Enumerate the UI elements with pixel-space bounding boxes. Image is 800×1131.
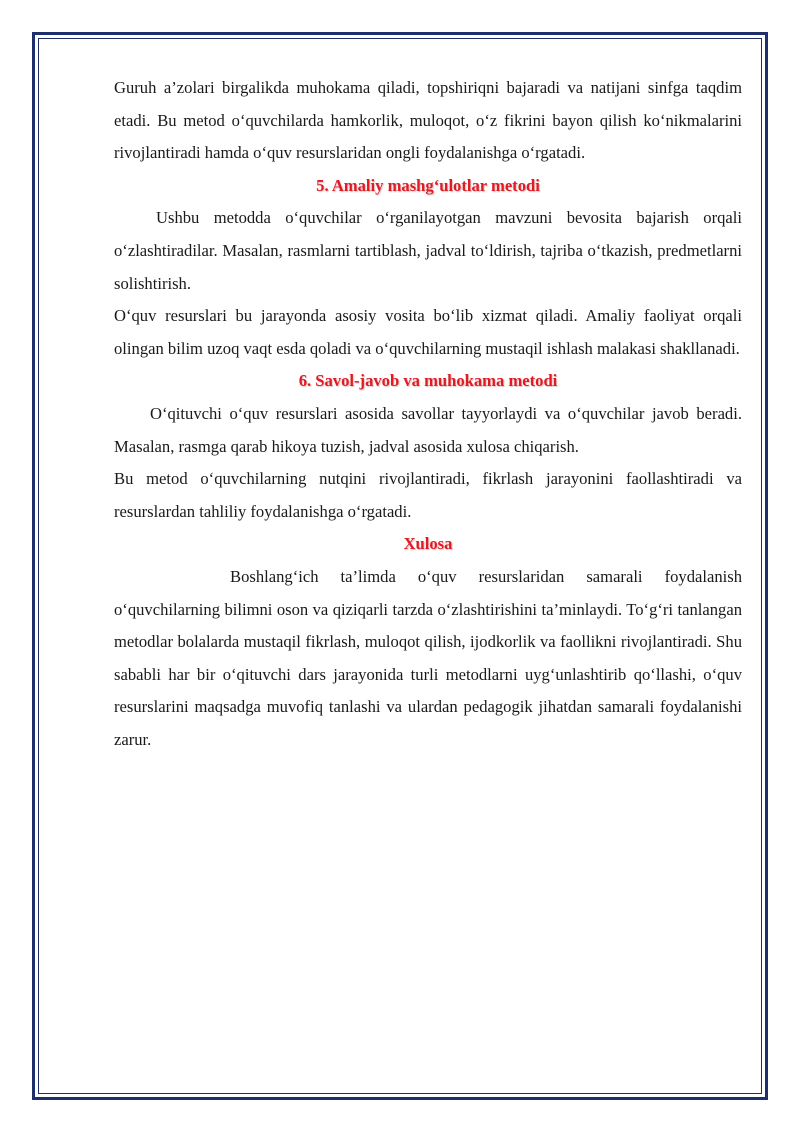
document-body	[114, 72, 742, 756]
paragraph-practical-method-intro: Ushbu metodda o‘quvchilar o‘rganilayotgan mavzuni bevosita bajarish orqali o‘zlashtiradilar. Masalan, rasmlarni tartiblash, jadval to‘ldirish, tajriba o‘tkazish, predmetlarni solishtirish.	[114, 208, 742, 293]
paragraph-qa-method-benefits: Bu metod o‘quvchilarning nutqini rivojlantiradi, fikrlash jarayonini faollashtiradi va resurslardan tahliliy foydalanishga o‘rgatadi.	[114, 469, 742, 521]
paragraph-conclusion: Boshlang‘ich ta’limda o‘quv resurslaridan samarali foydalanish o‘quvchilarning bilimni oson va qiziqarli tarzda o‘zlashtirishini ta’minlaydi. To‘g‘ri tanlangan metodlar bolalarda mustaqil fikrlash, muloqot qilish, ijodkorlik va faollikni rivojlantiradi. Shu sababli har bir o‘qituvchi dars jarayonida turli metodlarni uyg‘unlashtirib qo‘llashi, o‘quv resurslarini maqsadga muvofiq tanlashi va ulardan pedagogik jihatdan samarali foydalanishi zarur.	[114, 566, 742, 749]
heading-qa-method: 6. Savol-javob va muhokama metodi	[298, 371, 558, 391]
paragraph-practical-method-resources: O‘quv resurslari bu jarayonda asosiy vosita bo‘lib xizmat qiladi. Amaliy faoliyat orqali olingan bilim uzoq vaqt esda qoladi va o‘quvchilarning mustaqil ishlash malakasi shakllanadi.	[114, 306, 742, 358]
heading-practical-method: 5. Amaliy mashg‘ulotlar metodi	[316, 175, 540, 195]
heading-conclusion: Xulosa	[403, 534, 453, 554]
paragraph-group-work-summary: Guruh a’zolari birgalikda muhokama qiladi, topshiriqni bajaradi va natijani sinfga taqdim etadi. Bu metod o‘quvchilarda hamkorlik, muloqot, o‘z fikrini bayon qilish ko‘nikmalarini rivojlantiradi hamda o‘quv resurslaridan ongli foydalanishga o‘rgatadi.	[114, 78, 742, 163]
paragraph-qa-method-intro: O‘qituvchi o‘quv resurslari asosida savollar tayyorlaydi va o‘quvchilar javob beradi. Masalan, rasmga qarab hikoya tuzish, jadval asosida xulosa chiqarish.	[114, 403, 742, 456]
